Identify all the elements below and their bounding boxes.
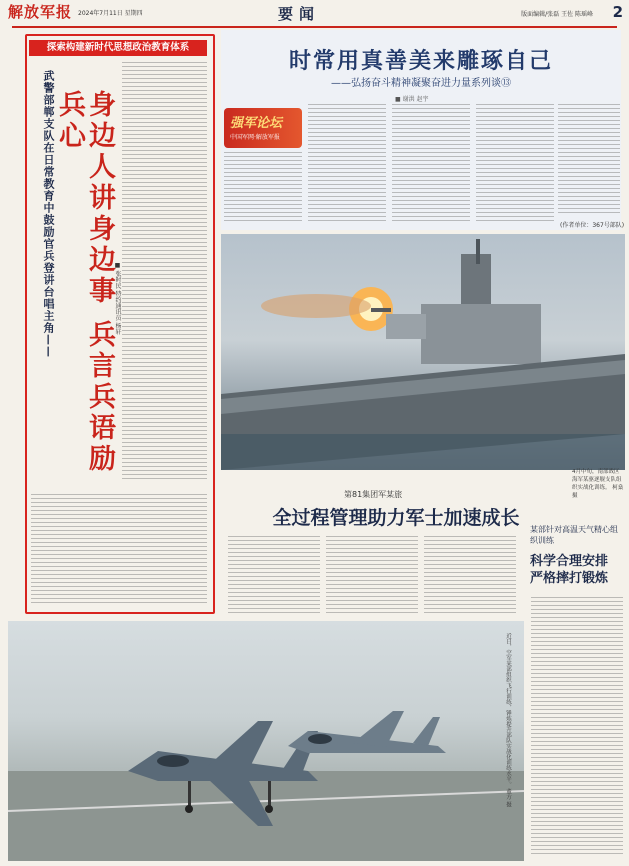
- side-story-headline[interactable]: 科学合理安排 严格摔打锻炼: [530, 554, 609, 586]
- article-body-text-continued: [31, 494, 207, 606]
- commentary-subhead: ——弘扬奋斗精神凝聚奋进力量系列谈⑬: [331, 78, 511, 89]
- page-number: 2: [612, 3, 623, 21]
- side-story-text: [531, 597, 623, 857]
- story2-headline[interactable]: 全过程管理助力军士加速成长: [272, 507, 520, 529]
- fighter-jets-photo-caption: 近日，空军某部组织飞行训练，锤炼提升部队实战化训练水平。 董方 摄: [505, 633, 511, 807]
- fighter-jets-illustration: [8, 621, 524, 861]
- commentary-author-unit: (作者单位：367号部队): [560, 222, 625, 229]
- warship-photo[interactable]: [221, 234, 625, 470]
- commentary-headline[interactable]: 时常用真善美来雕琢自己: [288, 48, 553, 74]
- page-editors: 版面编辑/张磊 王佐 陈瑶峰: [521, 11, 593, 18]
- newspaper-logo: 解放军报: [8, 3, 73, 21]
- column-badge: 强军论坛: [230, 116, 283, 131]
- commentary-text-col3: [392, 104, 470, 224]
- story2-text-col1: [228, 536, 320, 616]
- commentary-text-col2: [308, 104, 386, 224]
- story2-text-col2: [326, 536, 418, 616]
- warship-photo-caption: 4月中旬，南部战区海军某驱逐舰支队组织实战化训练。 柯燊 摄: [572, 469, 624, 499]
- article-byline: ■ 张时民 特约通讯员 杨轩: [114, 262, 121, 335]
- commentary-author: ■ 谢洪 赵宇: [395, 96, 429, 103]
- article-subtitle: 武警部郸支队在日常教育中鼓励官兵登讲台唱主角——: [42, 70, 55, 358]
- article-body-text: [122, 62, 207, 482]
- column-badge-sub: 中国军网·解放军报: [230, 134, 280, 141]
- fighter-jets-photo[interactable]: [8, 621, 524, 861]
- commentary-text-col4: [476, 104, 554, 224]
- story2-kicker: 第81集团军某旅: [344, 490, 403, 499]
- story2-text-col3: [424, 536, 516, 616]
- issue-date: 2024年7月11日 星期四: [78, 10, 143, 17]
- side-story-kicker: 某部针对高温天气精心组织训练: [530, 525, 618, 545]
- section-title: 要闻: [278, 5, 321, 23]
- article-headline[interactable]: 身边人讲身边事 兵言兵语励兵心: [54, 90, 115, 476]
- commentary-text-col1: [224, 152, 302, 222]
- commentary-text-col5: [558, 104, 620, 214]
- warship-illustration: [221, 234, 625, 470]
- column-banner: 探索构建新时代思想政治教育体系: [29, 40, 207, 56]
